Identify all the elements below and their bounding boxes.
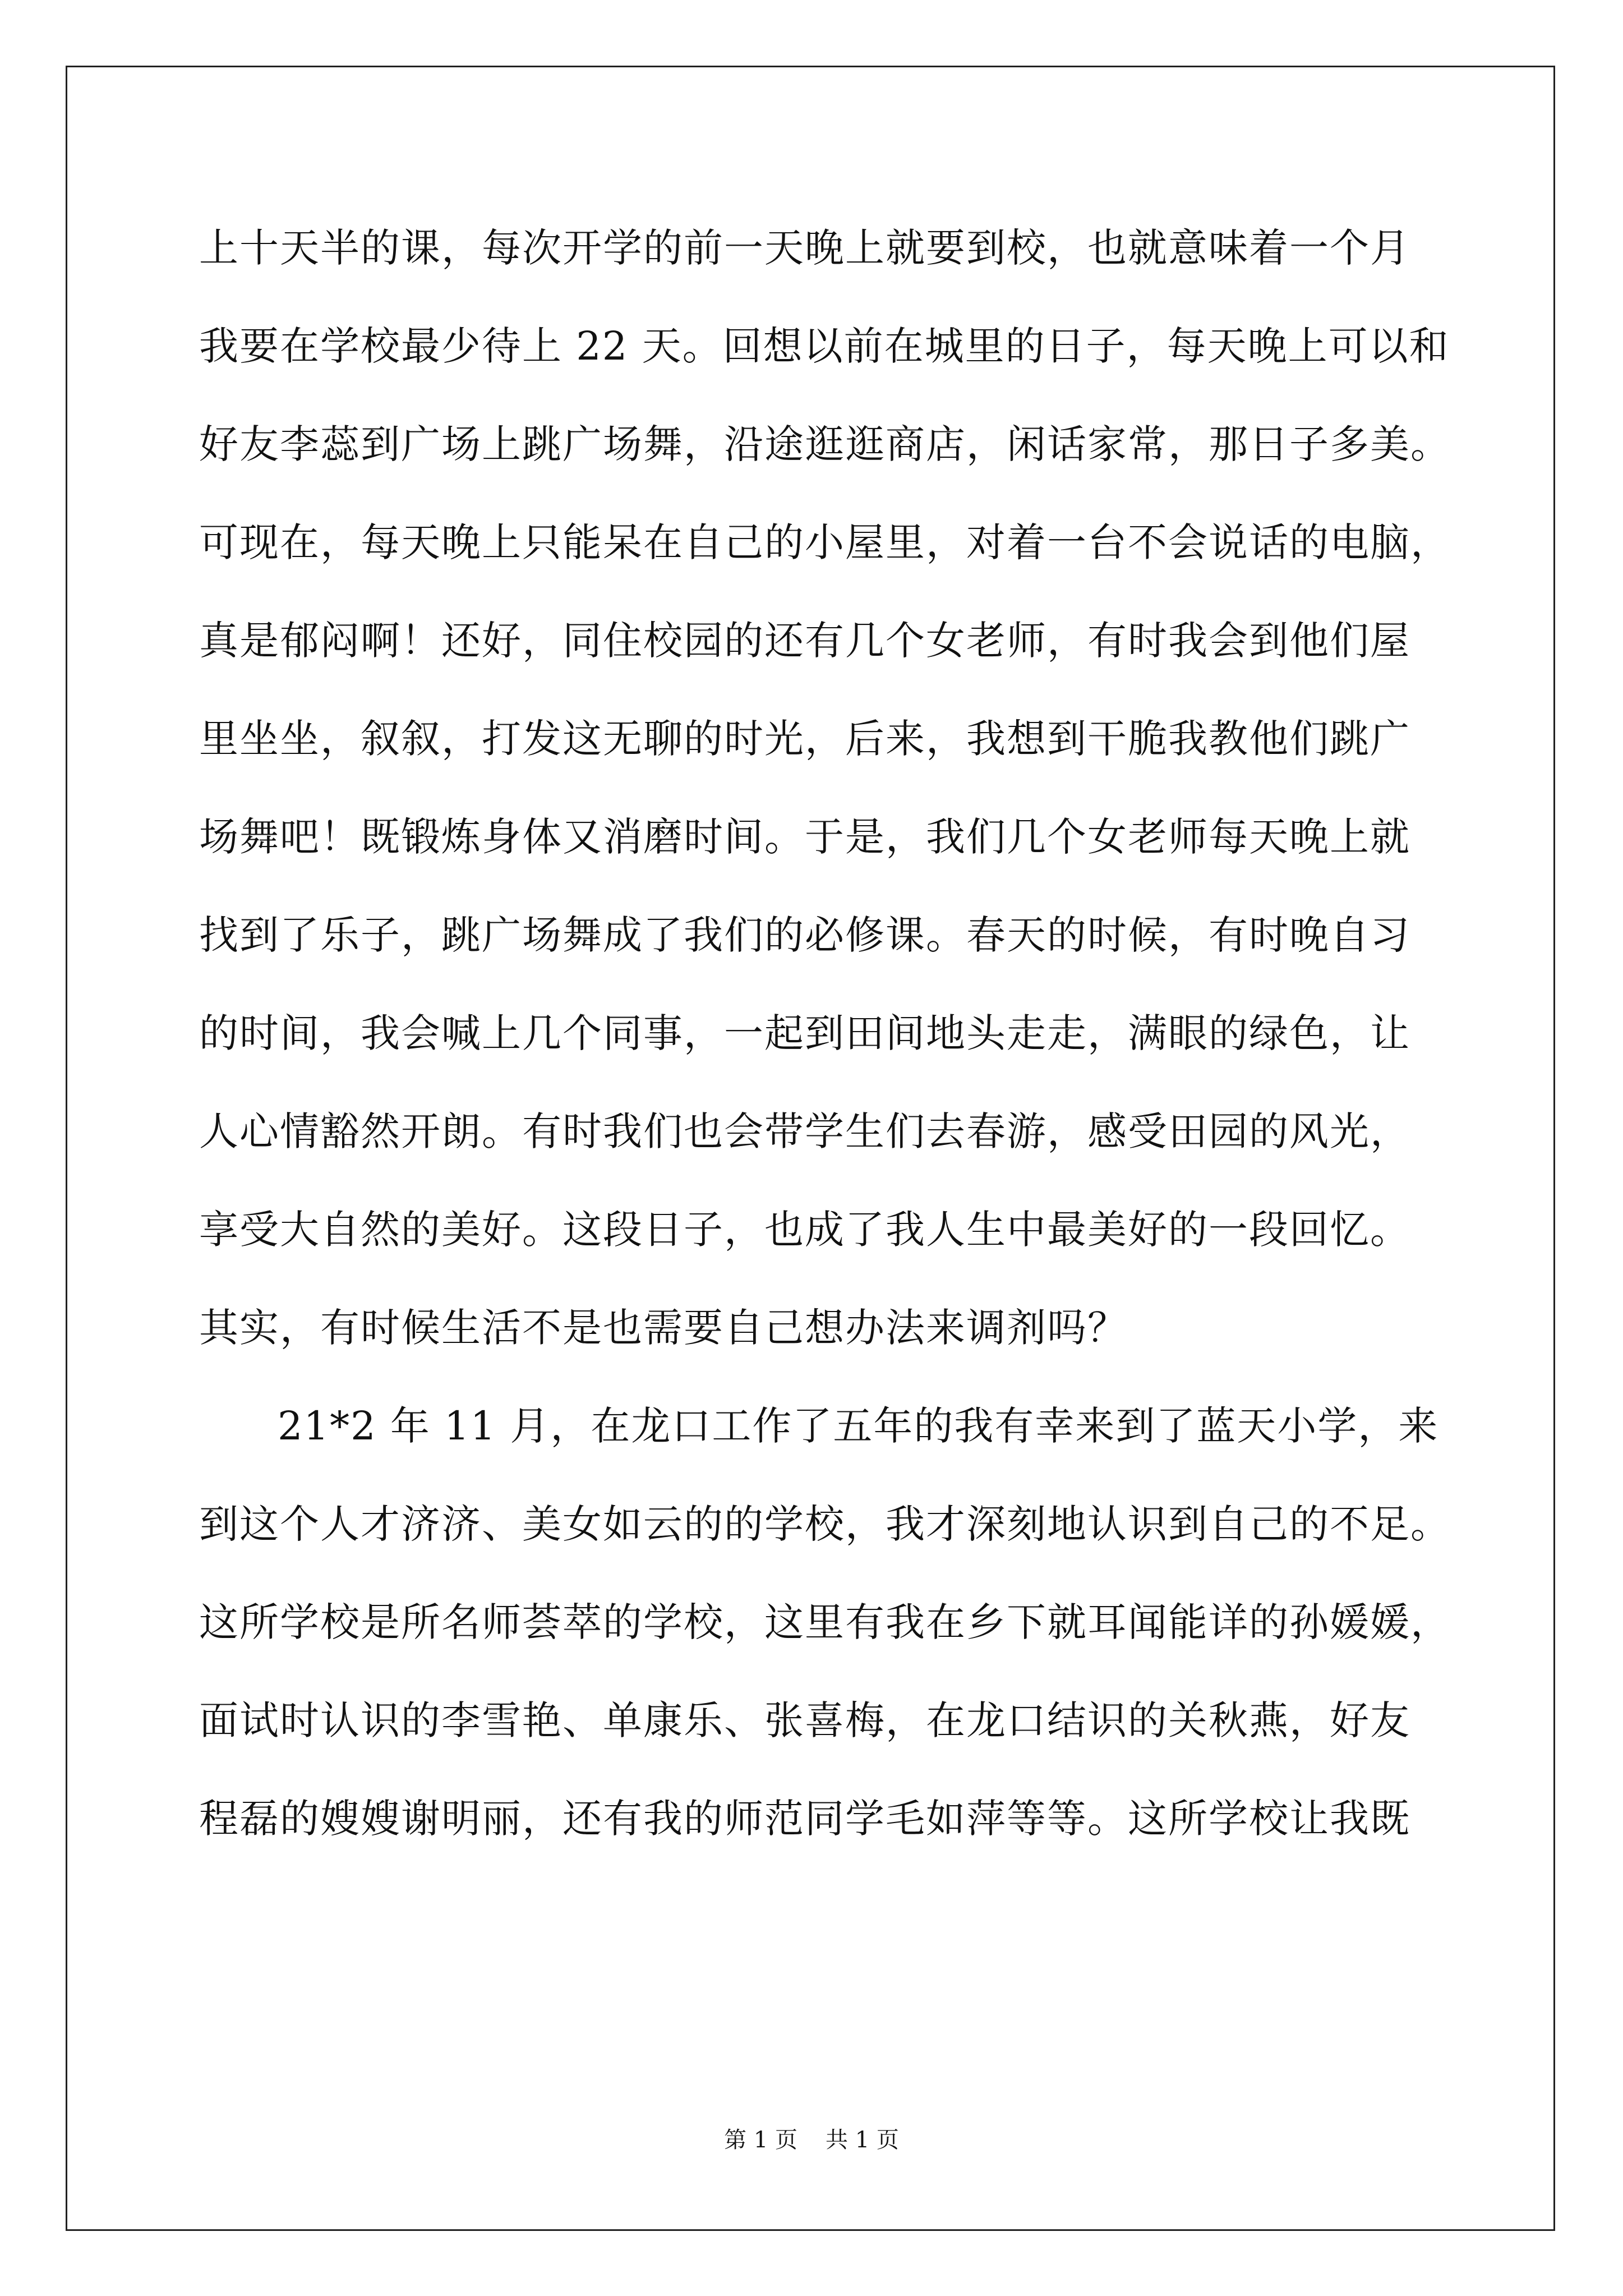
text-line: 真是郁闷啊！还好，同住校园的还有几个女老师，有时我会到他们屋 [199,618,1410,664]
text-line: 好友李蕊到广场上跳广场舞，沿途逛逛商店，闲话家常，那日子多美。 [199,421,1451,467]
page-footer [0,2126,1623,2154]
text-line: 的时间，我会喊上几个同事，一起到田间地头走走，满眼的绿色，让 [199,1010,1410,1056]
text-line: 享受大自然的美好。这段日子，也成了我人生中最美好的一段回忆。 [199,1207,1410,1253]
text-line: 其实，有时候生活不是也需要自己想办法来调剂吗？ [199,1305,1128,1351]
text-line: 里坐坐，叙叙，打发这无聊的时光，后来，我想到干脆我教他们跳广 [199,716,1410,762]
text-line: 场舞吧！既锻炼身体又消磨时间。于是，我们几个女老师每天晚上就 [199,814,1410,860]
text-line: 找到了乐子，跳广场舞成了我们的必修课。春天的时候，有时晚自习 [199,912,1410,958]
paragraph-first-line: 21*2 年 11 月，在龙口工作了五年的我有幸来到了蓝天小学，来 [278,1403,1439,1449]
text-line: 这所学校是所名师荟萃的学校，这里有我在乡下就耳闻能详的孙媛媛， [199,1599,1451,1645]
text-line: 面试时认识的李雪艳、单康乐、张喜梅，在龙口结识的关秋燕，好友 [199,1697,1410,1743]
text-line: 可现在，每天晚上只能呆在自己的小屋里，对着一台不会说话的电脑， [199,519,1451,565]
text-line: 人心情豁然开朗。有时我们也会带学生们去春游，感受田园的风光， [199,1108,1410,1154]
text-line: 我要在学校最少待上 22 天。回想以前在城里的日子，每天晚上可以和 [199,323,1450,369]
total-pages: 共 1 页 [826,2127,899,2153]
text-line: 上十天半的课，每次开学的前一天晚上就要到校，也就意味着一个月 [199,225,1410,271]
document-body [199,199,1461,1868]
text-line: 到这个人才济济、美女如云的的学校，我才深刻地认识到自己的不足。 [199,1501,1451,1547]
page-number: 第 1 页 [724,2127,797,2153]
text-line: 程磊的嫂嫂谢明丽，还有我的师范同学毛如萍等等。这所学校让我既 [199,1796,1410,1842]
